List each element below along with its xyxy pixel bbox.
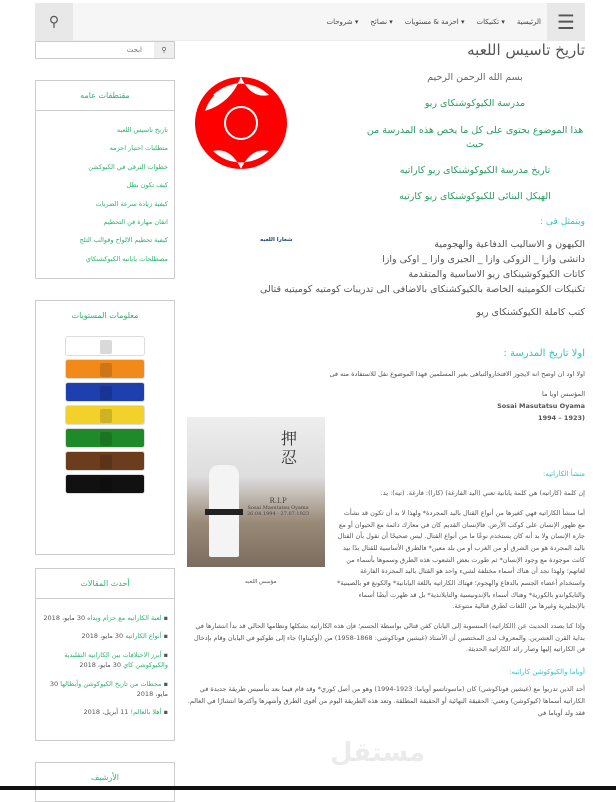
- hamburger-menu-icon[interactable]: ☰: [547, 3, 585, 41]
- search-input[interactable]: [36, 42, 154, 58]
- founder-label: المؤسس اويا ما: [542, 390, 585, 399]
- history-heading: اولا تاريخ المدرسة :: [503, 348, 585, 360]
- excerpt-link[interactable]: كيفية تحطيم الالواح وقوالب الثلج: [79, 236, 168, 245]
- includes-item: كاتات الكيوكوشينكاى ريو الاساسية والمتقدمة: [408, 268, 585, 280]
- recent-post-date: 30 مايو، 2018: [43, 614, 86, 622]
- recent-posts-widget: [35, 568, 175, 741]
- belt-swatch: [65, 336, 145, 356]
- origin-paragraph: أما منشأ الكاراتيه فهي كغيرها من أنواع القتال باليد المجردة* ولهذا لا بد أن تكون قد نشأت مع ظهور الإنسان على كوكب الأرض. فالإنسان القديم كان في معارك دائمة مع الحيوان أو مع جاره الإنسان ولا بد أنه كان يستخدم نوعًا ما من أنواع القتال. ليس صحيحًا أن نقول بأن القتال باليد المجردة هو من الشرق أو من الغرب أو من بلد معين* فالطرق الأساسية للقتال بدًا بيد كانت موجودة مع وجود الإنسان* ثم طورت بعض الشعوب هذه الطرق وسموها بأسماء من لغاتهم؛ ولهذا نجد أن هناك أسماء مختلفة لشيء واحد هو القتال باليد المجردة الفارغة واستخدام أعضاء الجسم بالدفاع والهجوم؛ فهناك الكاراتيه باللغة اليابانية* والكونغ فو بالصينية* والتايكواندو بالكورية* وهناك أسماء بالإندونيسية والتايلاندية* بل قد ظهرت أيضًا أسماء بالإنجليزية وغيرها من اللغات لطرق قتالية متنوعة.: [337, 508, 585, 611]
- photo-caption: مؤسس اللعبه: [245, 579, 277, 585]
- includes-item: تكنيكات الكوميتيه الخاصة بالكيوكشنكاى بالاضافى الى تدريبات كومتيه كوميتيه قتالى: [259, 284, 585, 296]
- top-navbar: [35, 3, 585, 41]
- kyokushin-logo: [191, 73, 291, 173]
- intro: [365, 71, 585, 205]
- belt-swatch: [65, 451, 145, 471]
- widget-title: الأرشيف: [90, 773, 120, 782]
- founder-photo: [187, 417, 325, 567]
- recent-post: ▪ أنواع الكاراتيه 30 مايو، 2018: [81, 632, 168, 641]
- logo-caption: شعارا اللعبه: [260, 237, 293, 243]
- intro-line: الهيكل البنائى للكيوكوشنكاى ريو كارتيه: [399, 191, 551, 203]
- oyama-heading: أوياما والكيوكوشن كاراتيه:: [509, 668, 585, 677]
- recent-post-link[interactable]: محطات من تاريخ الكيوكوشن وأبطالها: [60, 679, 162, 688]
- photo-rip: R.I.P Sosai Masutatsu Oyama 27.07.1923 - 26.04.1994: [247, 497, 310, 517]
- recent-post-date: 11 أبريل، 2018: [83, 708, 129, 717]
- includes-item: الكيهون و الاساليب الدفاعية والهجومية: [434, 238, 585, 250]
- origin-paragraph: وإذا كنا بصدد الحديث عن (الكاراتيه) المنسوبة إلى اليابان كفن قتالي بواسطة الجسم؛ فإن هذه الكاراتيه بشكلها ونظامها الحالي قد بدأ انتشارها في بداية القرن العشرين. والمعروف لدى المختصين أن الأستاذ (غيشين فوناكوشي: 1868-1958) من (أوكيناوا) جاء إلى طوكيو في اليابان وقام بإدخال فن الكاراتيه إليها وصار رائد الكاراتيه الحديثة.: [194, 622, 585, 654]
- recent-post-link[interactable]: لعبة الكاراتيه مع حزام وبداه: [87, 614, 162, 622]
- history-intro: اولا اود ان اوضح انه لايجوز الافتخاروالتباهى بغير المسلمين فهذا الموضوع نقل للاستفادة منه فى: [329, 370, 585, 379]
- archive-widget: [35, 762, 175, 802]
- excerpt-link[interactable]: كيفية زيادة سرعة الضربات: [95, 199, 168, 208]
- recent-post-date: 30 مايو، 2018: [79, 661, 121, 670]
- excerpt-link[interactable]: مصطلحات يابانيه الكيوكشنكاي: [85, 254, 168, 263]
- recent-post-date: 30 مايو، 2018: [81, 632, 124, 641]
- nav-item-home[interactable]: الرئيسية: [516, 18, 541, 26]
- recent-post: ▪ لعبة الكاراتيه مع حزام وبداه 30 مايو، 2018: [43, 614, 168, 622]
- excerpt-link[interactable]: تاريخ تاسيس اللعبه: [116, 126, 168, 134]
- recent-post-link[interactable]: أبرز الاختلافات بين الكاراتيه التقليدية والكيوكوشن كاي: [64, 650, 168, 670]
- belt-swatch: [65, 405, 145, 425]
- founder-name: Sosai Masutatsu Oyama: [497, 401, 585, 410]
- nav-menu: [326, 3, 541, 41]
- belt-swatch: [65, 474, 145, 494]
- excerpt-link[interactable]: كيف تكون بطل: [126, 181, 168, 190]
- bottom-bar: [0, 786, 616, 790]
- belt-swatch: [65, 428, 145, 448]
- nav-item-techniques[interactable]: تكنيكات ▾: [476, 18, 505, 26]
- recent-post: ▪ محطات من تاريخ الكيوكوشن وأبطالها 30 مايو، 2018: [49, 679, 168, 698]
- basmala: بسم الله الرحمن الرحيم: [427, 72, 523, 83]
- includes-list: [185, 237, 585, 321]
- kanji-text: 押忍: [280, 429, 297, 468]
- belt-swatch: [65, 382, 145, 402]
- excerpt-link[interactable]: خطوات الترقي في الكيوكشن: [88, 162, 168, 171]
- oyama-paragraph: أحد الذين تدربوا مع (غيشين فوناكوشي) كان (ماسوتاتسو أوياما: 1923-1994) وهو من أصل كوري* وقد قام فيما بعد بتأسيس طريقة جديدة في الكاراتيه أسماها (كيوكوشن) وتعني: الحقيقة النهائية أو الحقيقة المطلقة. وتعد هذه الطريقة اليوم من أقوى الطرق وأشهرها وأكثرها انتشارًا في العالم. فقد ولد أوياما في: [187, 685, 585, 717]
- widget-title: معلومات المستويات: [71, 311, 139, 320]
- widget-title: مقتطفات عامه: [36, 81, 174, 111]
- belt-swatch: [65, 359, 145, 379]
- levels-widget: [35, 300, 175, 555]
- intro-line: هذا الموضوع يحتوى على كل ما يخص هذه المدرسة من حيث: [366, 124, 584, 150]
- page-title: تاريخ تاسيس اللعبه: [467, 41, 585, 59]
- books-link[interactable]: كتب كاملة الكيوكشنكاى ريو: [476, 307, 585, 319]
- recent-post-link[interactable]: أهلا بالعالم!: [130, 708, 162, 717]
- nav-item-tips[interactable]: نصائح ▾: [370, 18, 393, 26]
- widget-title: أحدث المقالات: [36, 569, 174, 599]
- nav-item-belts-levels[interactable]: احزمة & مستويات ▾: [404, 18, 465, 26]
- sidebar-search: [35, 41, 175, 59]
- includes-heading: ويتمثل فى :: [540, 216, 585, 227]
- belts-image: [36, 330, 174, 500]
- origin-paragraph: إن كلمة (كاراتيه) هي كلمة يابانية تعني (اليد الفارغة) (كارا): فارغة. (تيه): يد.: [380, 489, 585, 498]
- recent-post: ▪ أبرز الاختلافات بين الكاراتيه التقليدية والكيوكوشن كاي 30 مايو، 2018: [64, 650, 168, 670]
- includes-item: داتشى وازا _ الزوكى وازا _ الجيرى وازا _ اوكى وازا: [382, 253, 585, 265]
- founder-years: (1923 – 1994: [538, 413, 585, 422]
- intro-line: تاريخ مدرسة الكيوكوشنكاى ريو كاراتيه: [399, 165, 551, 176]
- recent-post-date: 30 مايو، 2018: [49, 679, 168, 698]
- intro-line: مدرسة الكيوكوشنكاى ريو: [424, 98, 526, 110]
- origin-heading: منشأ الكاراتيه:: [542, 470, 585, 479]
- watermark: مستقل: [330, 738, 426, 768]
- excerpt-link[interactable]: متطلبات اختبار احزمه: [109, 144, 168, 153]
- recent-post-link[interactable]: أنواع الكاراتيه: [125, 632, 162, 641]
- article: [185, 41, 585, 719]
- recent-post: ▪ أهلا بالعالم! 11 أبريل، 2018: [83, 708, 168, 717]
- general-excerpts-widget: [35, 80, 175, 279]
- nav-item-tutorials[interactable]: شروحات ▾: [326, 18, 359, 26]
- search-icon[interactable]: ⚲: [35, 3, 73, 41]
- excerpt-link[interactable]: اتقان مهارة فن التحطيم: [103, 217, 168, 226]
- search-button[interactable]: ⚲: [154, 42, 174, 58]
